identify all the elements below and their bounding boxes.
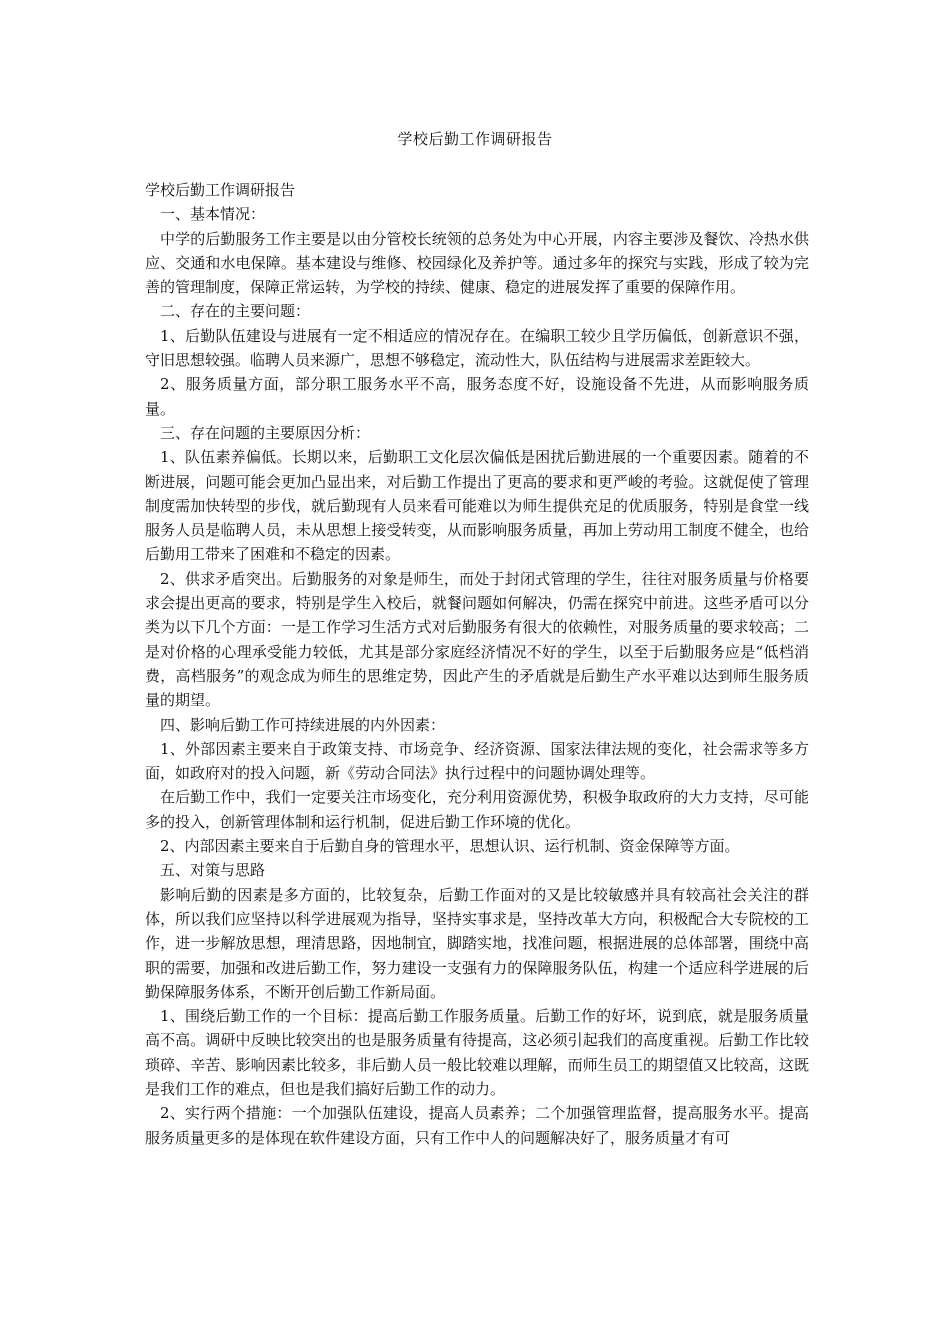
subtitle-paragraph: 学校后勤工作调研报告 (145, 181, 296, 199)
document-body (145, 178, 809, 1150)
paragraph: 2、内部因素主要来自于后勤自身的管理水平，思想认识、运行机制、资金保障等方面。 (160, 837, 740, 856)
section-heading-basic: 一、基本情况： (160, 205, 266, 224)
paragraph: 2、服务质量方面，部分职工服务水平不高，服务态度不好，设施设备不先进，从而影响服务质量。 (145, 375, 809, 418)
paragraph: 2、供求矛盾突出。后勤服务的对象是师生，而处于封闭式管理的学生，往往对服务质量与价格要求会提出更高的要求，特别是学生入校后，就餐问题如何解决，仍需在探究中前进。这些矛盾可以分类为以下几个方面：一是工作学习生活方式对后勤服务有很大的依赖性，对服务质量的要求较高；二是对价格的心理承受能力较低，尤其是部分家庭经济情况不好的学生，以至于后勤服务应是“低档消费，高档服务”的观念成为师生的思维定势，因此产生的矛盾就是后勤生产水平难以达到师生服务质量的期望。 (145, 569, 809, 710)
section-heading-factors: 四、影响后勤工作可持续进展的内外因素： (160, 715, 446, 734)
paragraph: 中学的后勤服务工作主要是以由分管校长统领的总务处为中心开展，内容主要涉及餐饮、冷热水供应、交通和水电保障。基本建设与维修、校园绿化及养护等。通过多年的探究与实践，形成了较为完善的管理制度，保障正常运转，为学校的持续、健康、稳定的进展发挥了重要的保障作用。 (145, 229, 809, 297)
paragraph: 1、围绕后勤工作的一个目标：提高后勤工作服务质量。后勤工作的好坏，说到底，就是服务质量高不高。调研中反映比较突出的也是服务质量有待提高，这必须引起我们的高度重视。后勤工作比较琐碎、辛苦、影响因素比较多，非后勤人员一般比较难以理解，而师生员工的期望值又比较高，这既是我们工作的难点，但也是我们搞好后勤工作的动力。 (145, 1007, 809, 1098)
section-heading-problems: 二、存在的主要问题： (160, 302, 311, 321)
section-heading-causes: 三、存在问题的主要原因分析： (160, 423, 371, 442)
paragraph: 1、队伍素养偏低。长期以来，后勤职工文化层次偏低是困扰后勤进展的一个重要因素。随着的不断进展，问题可能会更加凸显出来，对后勤工作提出了更高的要求和更严峻的考验。这就促使了管理制度需加快转型的步伐，就后勤现有人员来看可能难以为师生提供充足的优质服务，特别是食堂一线服务人员是临聘人员，未从思想上接受转变，从而影响服务质量，再加上劳动用工制度不健全，也给后勤用工带来了困难和不稳定的因素。 (145, 448, 809, 564)
paragraph: 在后勤工作中，我们一定要关注市场变化，充分利用资源优势，积极争取政府的大力支持，尽可能多的投入，创新管理体制和运行机制，促进后勤工作环境的优化。 (145, 788, 809, 831)
section-heading-strategy: 五、对策与思路 (160, 861, 266, 880)
paragraph: 1、后勤队伍建设与进展有一定不相适应的情况存在。在编职工较少且学历偏低，创新意识不强，守旧思想较强。临聘人员来源广，思想不够稳定，流动性大，队伍结构与进展需求差距较大。 (145, 326, 809, 370)
paragraph: 2、实行两个措施：一个加强队伍建设，提高人员素养；二个加强管理监督，提高服务水平。提高服务质量更多的是体现在软件建设方面，只有工作中人的问题解决好了，服务质量才有可 (145, 1104, 809, 1147)
paragraph: 1、外部因素主要来自于政策支持、市场竞争、经济资源、国家法律法规的变化，社会需求等多方面，如政府对的投入问题，新《劳动合同法》执行过程中的问题协调处理等。 (145, 739, 809, 783)
document-title: 学校后勤工作调研报告 (397, 130, 553, 148)
paragraph: 影响后勤的因素是多方面的，比较复杂，后勤工作面对的又是比较敏感并具有较高社会关注的群体，所以我们应坚持以科学进展观为指导，坚持实事求是，坚持改革大方向，积极配合大专院校的工作，进一步解放思想，理清思路，因地制宜，脚踏实地，找准问题，根据进展的总体部署，围绕中高职的需要，加强和改进后勤工作，努力建设一支强有力的保障服务队伍，构建一个适应科学进展的后勤保障服务体系，不断开创后勤工作新局面。 (145, 885, 809, 1001)
